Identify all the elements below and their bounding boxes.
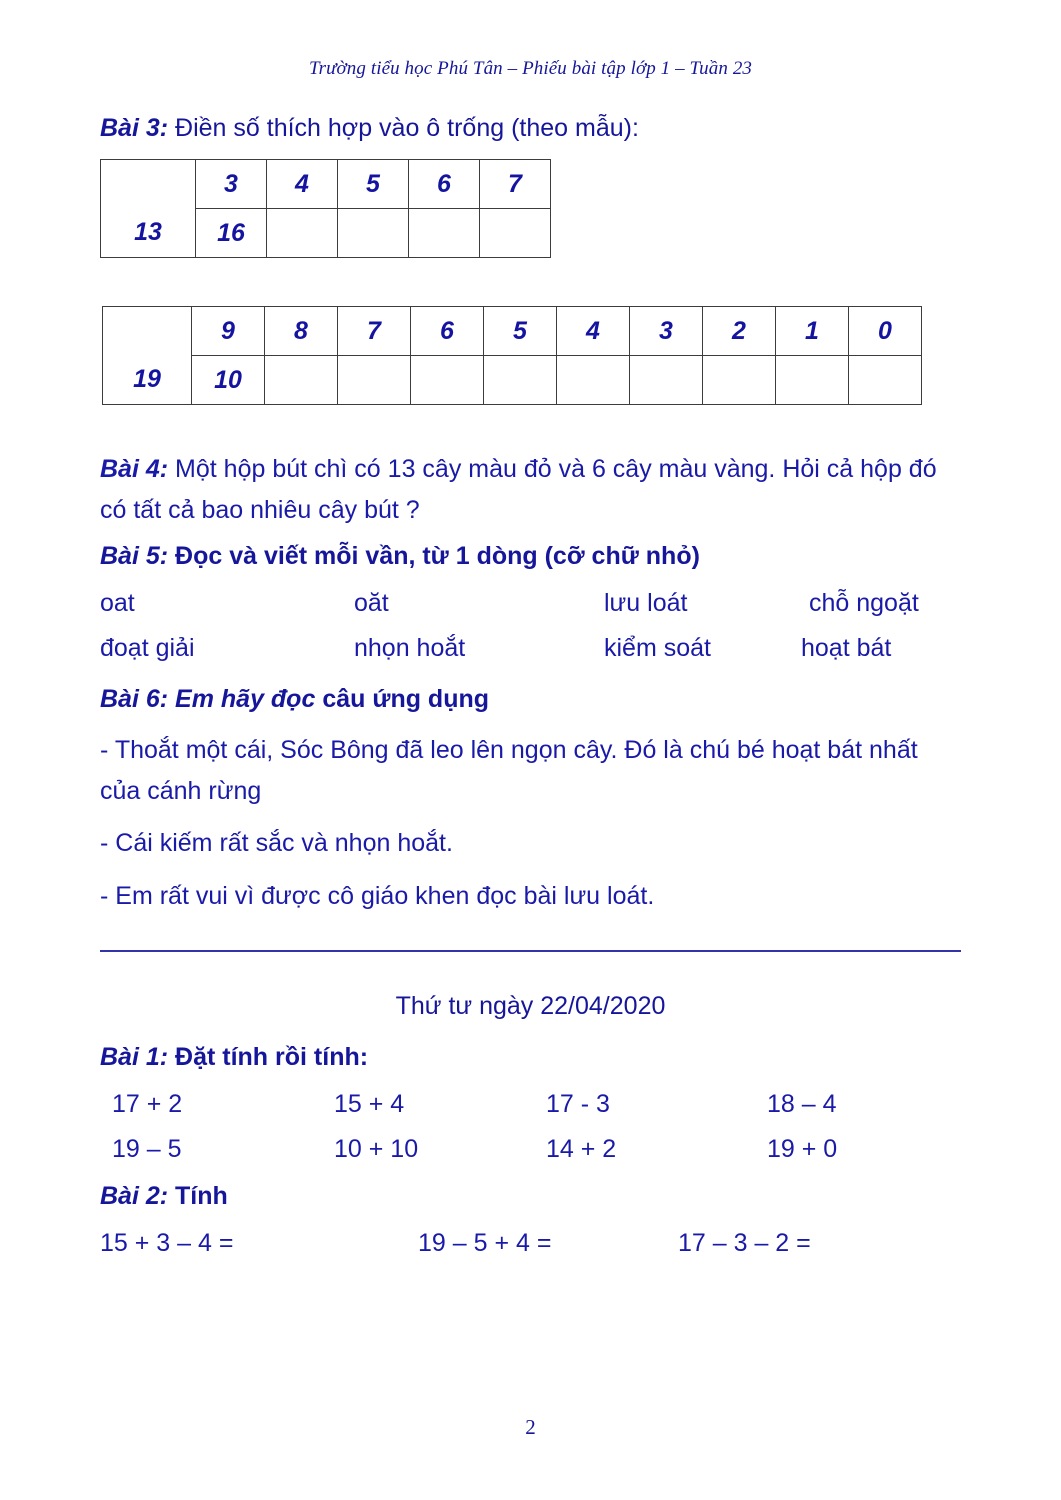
table-row (103, 307, 922, 356)
table2-answer-cell[interactable] (338, 356, 411, 405)
table2-answer-cell[interactable] (484, 356, 557, 405)
table1-wrapper (100, 159, 961, 258)
calc-item: 19 + 0 (767, 1135, 838, 1163)
table1-answer-cell[interactable] (409, 209, 480, 258)
fill-table-1 (100, 159, 551, 258)
calc-item: 17 – 3 – 2 = (678, 1229, 811, 1257)
exercise-bai6-title (100, 685, 961, 714)
page-header: Trường tiểu học Phú Tân – Phiếu bài tập lớp 1 – Tuần 23 (308, 58, 753, 79)
table2-corner-top (103, 307, 192, 356)
page-content (0, 114, 1061, 1258)
exercise-bai1-label: Bài 1: (100, 1043, 169, 1071)
table2-header-cell: 7 (338, 307, 411, 356)
calc-row-1 (100, 1090, 961, 1119)
table-row (101, 209, 551, 258)
table2-answer-cell[interactable] (849, 356, 922, 405)
exercise-bai2-title (100, 1182, 961, 1211)
word-item: hoạt bát (801, 634, 892, 662)
exercise-bai6-text-italic: Em hãy đọc (168, 685, 323, 713)
word-item: đoạt giải (100, 634, 195, 662)
table2-answer-cell[interactable] (411, 356, 484, 405)
words-row-1 (100, 589, 961, 618)
exercise-bai3-label: Bài 3: (100, 114, 169, 142)
table2-header-cell: 3 (630, 307, 703, 356)
table2-corner-value: 19 (103, 356, 192, 405)
word-item: chỗ ngoặt (809, 589, 919, 617)
section-divider (100, 950, 961, 952)
table2-header-cell: 1 (776, 307, 849, 356)
table2-header-cell: 5 (484, 307, 557, 356)
exercise-bai2-label: Bài 2: (100, 1182, 169, 1210)
table2-answer-cell[interactable] (265, 356, 338, 405)
exercise-bai4 (100, 449, 961, 530)
table1-header-cell: 5 (338, 160, 409, 209)
table2-answer-cell[interactable] (557, 356, 630, 405)
table2-header-cell: 4 (557, 307, 630, 356)
table1-answer-cell[interactable] (480, 209, 551, 258)
table1-corner-top (101, 160, 196, 209)
calc-item: 15 + 4 (334, 1090, 405, 1118)
calc-item: 19 – 5 + 4 = (418, 1229, 552, 1257)
fill-table-2 (102, 306, 922, 405)
table2-header-cell: 9 (192, 307, 265, 356)
exercise-bai5-title (100, 542, 961, 571)
table-row (101, 160, 551, 209)
date-line: Thứ tư ngày 22/04/2020 (395, 992, 666, 1020)
exercise-bai6-text-bold: câu ứng dụng (322, 685, 490, 713)
word-item: oat (100, 589, 135, 617)
table2-header-cell: 0 (849, 307, 922, 356)
calc-item: 15 + 3 – 4 = (100, 1229, 234, 1257)
calc-item: 17 - 3 (546, 1090, 610, 1118)
word-item: kiểm soát (604, 634, 711, 662)
sentence-1: - Thoắt một cái, Sóc Bông đã leo lên ngọn cây. Đó là chú bé hoạt bát nhất của cánh rừng (100, 736, 918, 805)
table2-wrapper (102, 306, 961, 405)
calc-item: 19 – 5 (112, 1135, 182, 1163)
exercise-bai1-title (100, 1043, 961, 1072)
calc-row-2 (100, 1135, 961, 1164)
calc-item: 17 + 2 (112, 1090, 183, 1118)
page-number: 2 (525, 1415, 536, 1439)
words-row-2 (100, 634, 961, 663)
table2-header-cell: 8 (265, 307, 338, 356)
exercise-bai6-label: Bài 6: (100, 685, 169, 713)
table-row (103, 356, 922, 405)
table2-header-cell: 2 (703, 307, 776, 356)
calc-item: 14 + 2 (546, 1135, 617, 1163)
word-item: oăt (354, 589, 389, 617)
sentence-2: - Cái kiếm rất sắc và nhọn hoắt. (100, 829, 453, 857)
table2-header-cell: 6 (411, 307, 484, 356)
table1-corner-value: 13 (101, 209, 196, 258)
table1-header-cell: 3 (196, 160, 267, 209)
exercise-bai4-text: Một hộp bút chì có 13 cây màu đỏ và 6 cây màu vàng. Hỏi cả hộp đó có tất cả bao nhiêu cây bút ? (100, 455, 937, 524)
table1-answer-cell[interactable]: 16 (196, 209, 267, 258)
exercise-bai5-label: Bài 5: (100, 542, 169, 570)
calc-row-3 (100, 1229, 961, 1258)
table1-answer-cell[interactable] (338, 209, 409, 258)
table2-answer-cell[interactable] (630, 356, 703, 405)
exercise-bai5-text: Đọc và viết mỗi vần, từ 1 dòng (cỡ chữ nhỏ) (168, 542, 700, 570)
table1-header-cell: 7 (480, 160, 551, 209)
calc-item: 18 – 4 (767, 1090, 837, 1118)
word-item: lưu loát (604, 589, 688, 617)
table1-header-cell: 6 (409, 160, 480, 209)
exercise-bai2-text: Tính (168, 1182, 228, 1210)
table2-answer-cell[interactable]: 10 (192, 356, 265, 405)
table2-answer-cell[interactable] (776, 356, 849, 405)
exercise-bai3-title (100, 114, 961, 143)
exercise-bai1-text: Đặt tính rồi tính: (168, 1043, 369, 1071)
word-item: nhọn hoắt (354, 634, 466, 662)
exercise-bai4-label: Bài 4: (100, 455, 169, 483)
table1-answer-cell[interactable] (267, 209, 338, 258)
sentence-3: - Em rất vui vì được cô giáo khen đọc bài lưu loát. (100, 881, 655, 910)
table2-answer-cell[interactable] (703, 356, 776, 405)
calc-item: 10 + 10 (334, 1135, 419, 1163)
exercise-bai3-text: Điền số thích hợp vào ô trống (theo mẫu): (168, 114, 639, 142)
table1-header-cell: 4 (267, 160, 338, 209)
